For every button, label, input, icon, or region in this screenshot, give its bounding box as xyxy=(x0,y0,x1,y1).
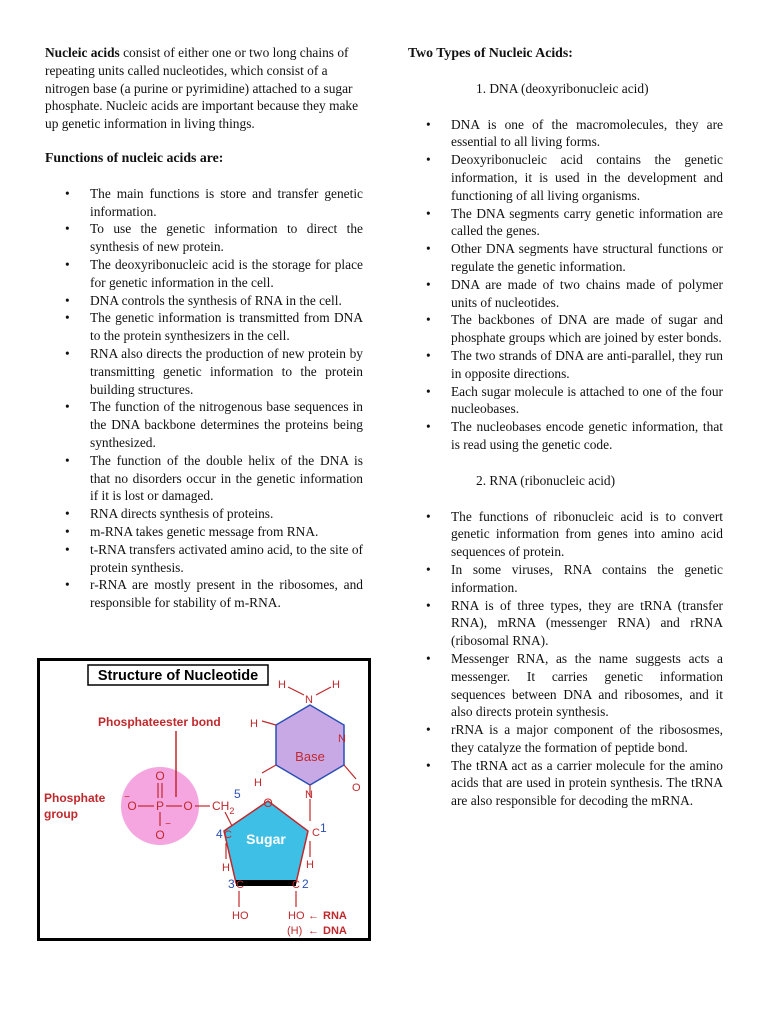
list-item: • r-RNA are mostly present in the ribosomes, and responsible for stability of m-RNA. xyxy=(45,576,363,612)
list-item: • The deoxyribonucleic acid is the storage for place for genetic information in the cell. xyxy=(45,256,363,292)
intro-paragraph xyxy=(45,44,363,133)
minus-left: − xyxy=(124,792,130,803)
atom-p: P xyxy=(155,799,165,813)
sugar-label: Sugar xyxy=(246,831,286,847)
figure-title: Structure of Nucleotide xyxy=(97,668,259,684)
carbon-2-number: 2 xyxy=(302,877,309,891)
atom-o-bottom: O xyxy=(155,828,165,842)
h-amino-right: H xyxy=(332,679,340,691)
dna-note: DNA xyxy=(323,925,347,937)
carbon-3-number: 3 xyxy=(228,877,235,891)
h-c4: H xyxy=(222,862,230,874)
dna-list xyxy=(408,116,723,454)
atom-o-base: O xyxy=(352,782,361,794)
h-base-top: H xyxy=(250,718,258,730)
list-item: • The DNA segments carry genetic information are called the genes. xyxy=(408,205,723,241)
ho-c2: HO xyxy=(288,910,305,922)
rna-note: RNA xyxy=(323,910,347,922)
list-item: • DNA controls the synthesis of RNA in the cell. xyxy=(45,292,363,310)
dna-subheading: 1. DNA (deoxyribonucleic acid) xyxy=(476,80,649,96)
nucleotide-diagram xyxy=(40,661,368,938)
minus-bottom: − xyxy=(165,819,171,830)
atom-o-left: O xyxy=(127,799,137,813)
atom-o-right: O xyxy=(183,799,193,813)
list-item: • rRNA is a major component of the ribososmes, they catalyze the formation of peptide bond. xyxy=(408,721,723,757)
list-item: • The backbones of DNA are made of sugar and phosphate groups which are joined by ester bonds. xyxy=(408,311,723,347)
list-item: • The genetic information is transmitted from DNA to the protein synthesizers in the cell. xyxy=(45,309,363,345)
list-item: • The tRNA act as a carrier molecule for the amino acids that are used in protein synthesis. The tRNA are also responsible for decoding the mRNA. xyxy=(408,757,723,810)
phosphate-label-2: group xyxy=(44,807,78,821)
ho-c3: HO xyxy=(232,910,249,922)
intro-text: consist of either one or two long chains of repeating units called nucleotides, which consist of a nitrogen base (a purine or pyrimidine) attached to a sugar phosphate. Nucleic acids are important because they make up genetic information in living things. xyxy=(45,45,359,132)
rna-list xyxy=(408,508,723,811)
carbon-2: C xyxy=(292,879,300,891)
atom-n-ring: N xyxy=(338,733,346,745)
base-label: Base xyxy=(295,749,325,764)
list-item: • RNA directs synthesis of proteins. xyxy=(45,505,363,523)
list-item: • Each sugar molecule is attached to one of the four nucleobases. xyxy=(408,383,723,419)
list-item: • The functions of ribonucleic acid is to convert genetic information from genes into amino acid sequences of protein. xyxy=(408,508,723,561)
list-item: • Messenger RNA, as the name suggests acts a messenger. It carries genetic information sequences between DNA and ribosomes, and it also directs protein synthesis. xyxy=(408,650,723,721)
carbon-4-number: 4 xyxy=(216,827,223,841)
carbon-4: C xyxy=(224,829,232,841)
list-item: • m-RNA takes genetic message from RNA. xyxy=(45,523,363,541)
h-amino-left: H xyxy=(278,679,286,691)
list-item: • t-RNA transfers activated amino acid, to the site of protein synthesis. xyxy=(45,541,363,577)
atom-n-amino: N xyxy=(305,694,313,706)
list-item: • The main functions is store and transfer genetic information. xyxy=(45,185,363,221)
carbon-3: C xyxy=(236,879,244,891)
list-item: • DNA is one of the macromolecules, they are essential to all living forms. xyxy=(408,116,723,152)
list-item: • In some viruses, RNA contains the genetic information. xyxy=(408,561,723,597)
list-item: • RNA is of three types, they are tRNA (transfer RNA), mRNA (messenger RNA) and rRNA (ribosomal RNA). xyxy=(408,597,723,650)
nucleotide-figure xyxy=(37,658,371,941)
right-column xyxy=(408,44,723,810)
list-item: • RNA also directs the production of new protein by transmitting genetic information to the protein building structures. xyxy=(45,345,363,398)
list-item: • Other DNA segments have structural functions or regulate the genetic information. xyxy=(408,240,723,276)
list-item: • The nucleobases encode genetic information, that is read using the genetic code. xyxy=(408,418,723,454)
atom-n-glycosidic: N xyxy=(305,789,313,801)
list-item: • Deoxyribonucleic acid contains the genetic information, it is used in the development and functioning of all living organisms. xyxy=(408,151,723,204)
left-column xyxy=(45,44,363,612)
list-item: • To use the genetic information to direct the synthesis of new protein. xyxy=(45,220,363,256)
h-base-bottom: H xyxy=(254,777,262,789)
arrow-dna: ← xyxy=(308,925,319,937)
phosphoester-label: Phosphateester bond xyxy=(98,715,221,729)
base-hexagon xyxy=(276,705,344,785)
carbon-1: C xyxy=(312,827,320,839)
ring-oxygen: O xyxy=(263,796,273,810)
h-paren: (H) xyxy=(287,925,303,937)
carbon-1-number: 1 xyxy=(320,821,327,835)
types-heading: Two Types of Nucleic Acids: xyxy=(408,45,573,60)
list-item: • The two strands of DNA are anti-parallel, they run in opposite directions. xyxy=(408,347,723,383)
arrow-rna: ← xyxy=(308,910,319,922)
functions-list xyxy=(45,185,363,612)
list-item: • DNA are made of two chains made of polymer units of nucleotides. xyxy=(408,276,723,312)
ch2-label: $CH_2$ xyxy=(212,799,235,816)
list-item: • The function of the double helix of the DNA is that no disorders occur in the genetic information if it is lost or damaged. xyxy=(45,452,363,505)
rna-subheading: 2. RNA (ribonucleic acid) xyxy=(476,472,616,488)
phosphate-label-1: Phosphate xyxy=(44,791,106,805)
carbon-5-number: 5 xyxy=(234,787,241,801)
list-item: • The function of the nitrogenous base sequences in the DNA backbone determines the proteins being synthesized. xyxy=(45,398,363,451)
atom-o-top: O xyxy=(155,769,165,783)
intro-term: Nucleic acids xyxy=(45,45,120,60)
h-c1: H xyxy=(306,859,314,871)
functions-heading: Functions of nucleic acids are: xyxy=(45,149,224,165)
